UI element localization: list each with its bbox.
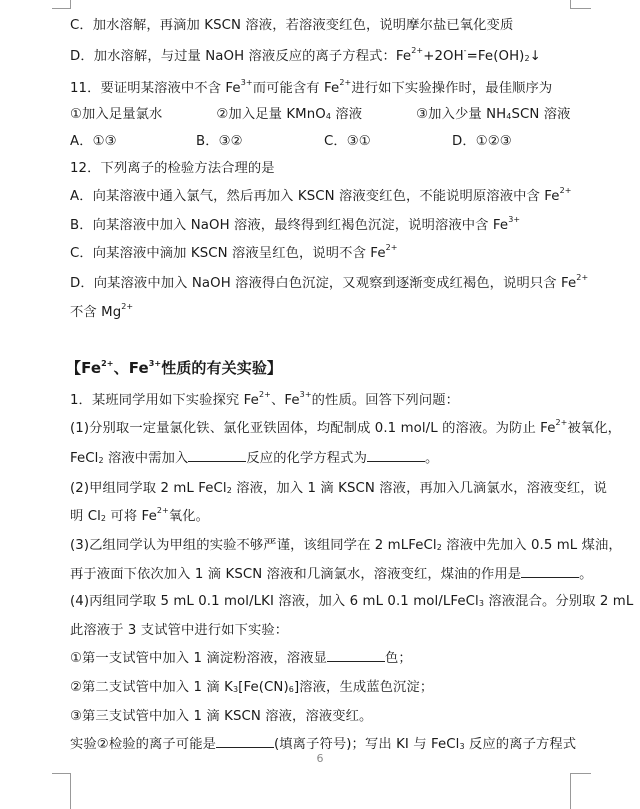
answer-blank	[327, 649, 385, 662]
crop-mark-top-left	[52, 0, 71, 9]
text-line	[70, 14, 513, 33]
text-segment: 溶液中需加入	[103, 451, 189, 466]
page-number: 6	[316, 752, 324, 765]
text-segment: 反应的化学方程式为	[246, 451, 367, 466]
text-segment: 反应的离子方程式	[464, 737, 577, 752]
answer-blank	[367, 449, 425, 462]
text-segment: D．向某溶液中加入 NaOH 溶液得白色沉淀，又观察到逐渐变成红褐色，说明只含 Fe	[70, 276, 577, 291]
subscript: 3	[478, 599, 485, 608]
text-segment: 明 Cl	[70, 509, 101, 524]
text-segment: 可将 Fe	[106, 509, 157, 524]
text-segment: (3)乙组同学认为甲组的实验不够严谨，该组同学在 2 mLFeCl	[70, 538, 437, 553]
answer-option: C．③①	[324, 134, 371, 149]
superscript: 2+	[576, 273, 589, 282]
text-segment: 。	[579, 567, 593, 582]
text-segment: (4)丙组同学取 5 mL 0.1 mol/LKI 溶液，加入 6 mL 0.1 mol/LFeCl	[70, 594, 479, 609]
answer-blank	[216, 735, 274, 748]
answer-option: D．①②③	[452, 134, 512, 149]
text-line	[70, 647, 412, 666]
text-line	[70, 242, 398, 261]
text-segment: 实验②检验的离子可能是	[70, 737, 216, 752]
text-segment: 此溶液于 3 支试管中进行如下实验：	[70, 623, 289, 638]
answer-blank	[521, 565, 579, 578]
text-segment: (2)甲组同学取 2 mL FeCl	[70, 481, 227, 496]
text-segment: (1)分别取一定量氯化铁、氯化亚铁固体，均配制成 0.1 mol/L 的溶液。为防止 Fe	[70, 421, 556, 436]
text-line	[70, 77, 552, 96]
subscript: 2	[524, 54, 530, 63]
text-segment: 色；	[384, 651, 412, 666]
text-segment: B．向某溶液中加入 NaOH 溶液，最终得到红褐色沉淀，说明溶液中含 Fe	[70, 218, 509, 233]
text-segment: 进行如下实验操作时，最佳顺序为	[351, 81, 553, 96]
text-segment: ③加入少量 NH	[416, 107, 507, 122]
text-segment: 溶液	[331, 107, 363, 122]
subscript: 4	[325, 112, 332, 121]
answer-option: A．①③	[70, 134, 117, 149]
text-segment: D．加水溶解，与过量 NaOH 溶液反应的离子方程式：Fe	[70, 49, 412, 64]
text-segment: 12．下列离子的检验方法合理的是	[70, 161, 275, 176]
text-line	[70, 45, 541, 64]
text-line	[70, 157, 275, 176]
text-segment: A．向某溶液中通入氯气，然后再加入 KSCN 溶液变红色，不能说明原溶液中含 Fe	[70, 189, 560, 204]
text-segment: +2OH	[423, 49, 464, 64]
superscript: 3+	[148, 359, 162, 368]
text-line	[70, 676, 433, 695]
superscript: 2+	[156, 506, 169, 515]
text-line	[70, 563, 593, 582]
subscript: 2	[98, 456, 104, 465]
text-line	[70, 590, 633, 609]
text-segment: C．加水溶解，再滴加 KSCN 溶液，若溶液变红色，说明摩尔盐已氧化变质	[70, 18, 514, 33]
text-segment: ②第二支试管中加入 1 滴 K	[70, 680, 233, 695]
superscript: 2+	[121, 302, 134, 311]
superscript: 2+	[385, 243, 398, 252]
text-line	[70, 272, 588, 291]
superscript: 3+	[299, 390, 312, 399]
superscript: 2+	[555, 418, 568, 427]
text-segment: ③第三支试管中加入 1 滴 KSCN 溶液，溶液变红。	[70, 709, 373, 724]
superscript: 3+	[240, 78, 253, 87]
crop-mark-bottom-left	[52, 773, 71, 809]
text-segment: 性质的有关实验】	[161, 359, 283, 377]
text-segment: 氧化。	[168, 509, 210, 524]
text-segment: ①加入足量氯水	[70, 107, 163, 122]
text-segment: 再于液面下依次加入 1 滴 KSCN 溶液和几滴氯水，溶液变红，煤油的作用是	[70, 567, 522, 582]
text-segment: 被氧化，	[567, 421, 622, 436]
subscript: 2	[100, 514, 107, 523]
subscript: 4	[506, 112, 512, 121]
text-line	[70, 447, 438, 466]
text-segment: ↓	[529, 49, 541, 64]
subscript: 2	[226, 486, 232, 495]
text-line	[70, 505, 209, 524]
text-segment: 溶液中先加入 0.5 mL 煤油，	[441, 538, 622, 553]
text-segment: 、Fe	[270, 393, 300, 408]
text-segment: 溶液，加入 1 滴 KSCN 溶液，再加入几滴氯水，溶液变红，说	[231, 481, 608, 496]
text-segment: C．向某溶液中滴加 KSCN 溶液呈红色，说明不含 Fe	[70, 246, 386, 261]
text-segment: FeCl	[70, 451, 99, 466]
crop-mark-top-right	[570, 0, 591, 9]
text-line	[70, 103, 571, 122]
text-segment: 11．要证明某溶液中不含 Fe	[70, 81, 241, 96]
text-segment: (填离子符号)；写出 KI 与 FeCl	[274, 737, 460, 752]
subscript: 3	[459, 742, 465, 751]
text-segment: 【Fe	[66, 359, 102, 377]
text-segment: 溶液混合。分别取 2 mL	[484, 594, 634, 609]
text-segment: =Fe(OH)	[466, 49, 525, 64]
text-segment: 、Fe	[113, 359, 149, 377]
answer-blank	[188, 449, 246, 462]
text-line	[70, 214, 520, 233]
text-segment: 的性质。回答下列问题：	[311, 393, 460, 408]
text-segment: ]溶液，生成蓝色沉淀；	[293, 680, 434, 695]
superscript: 3+	[508, 215, 521, 224]
superscript: 2+	[339, 78, 352, 87]
text-line	[70, 477, 607, 496]
superscript: 2+	[101, 359, 114, 368]
text-line	[70, 301, 133, 320]
text-segment: ①第一支试管中加入 1 滴淀粉溶液，溶液显	[70, 651, 327, 666]
subscript: 2	[436, 543, 442, 552]
section-heading	[66, 357, 282, 378]
text-segment: 。	[424, 451, 439, 466]
text-segment: [Fe(CN)	[238, 680, 289, 695]
text-line	[70, 733, 576, 752]
text-segment: 1．某班同学用如下实验探究 Fe	[70, 393, 259, 408]
superscript: 2+	[258, 390, 271, 399]
text-line	[70, 705, 372, 724]
text-segment: 不含 Mg	[70, 305, 122, 320]
text-line	[70, 619, 288, 638]
text-segment: 而可能含有 Fe	[252, 81, 340, 96]
subscript: 3	[232, 685, 239, 694]
text-line	[70, 534, 622, 553]
crop-mark-bottom-right	[570, 773, 591, 809]
superscript: -	[463, 46, 467, 55]
text-segment: ②加入足量 KMnO	[216, 107, 326, 122]
superscript: 2+	[411, 46, 424, 55]
text-line	[70, 389, 459, 408]
text-line	[70, 185, 572, 204]
superscript: 2+	[559, 186, 572, 195]
answer-option: B．③②	[196, 134, 243, 149]
text-line	[70, 417, 621, 436]
subscript: 6	[288, 685, 294, 694]
text-segment: SCN 溶液	[511, 107, 571, 122]
